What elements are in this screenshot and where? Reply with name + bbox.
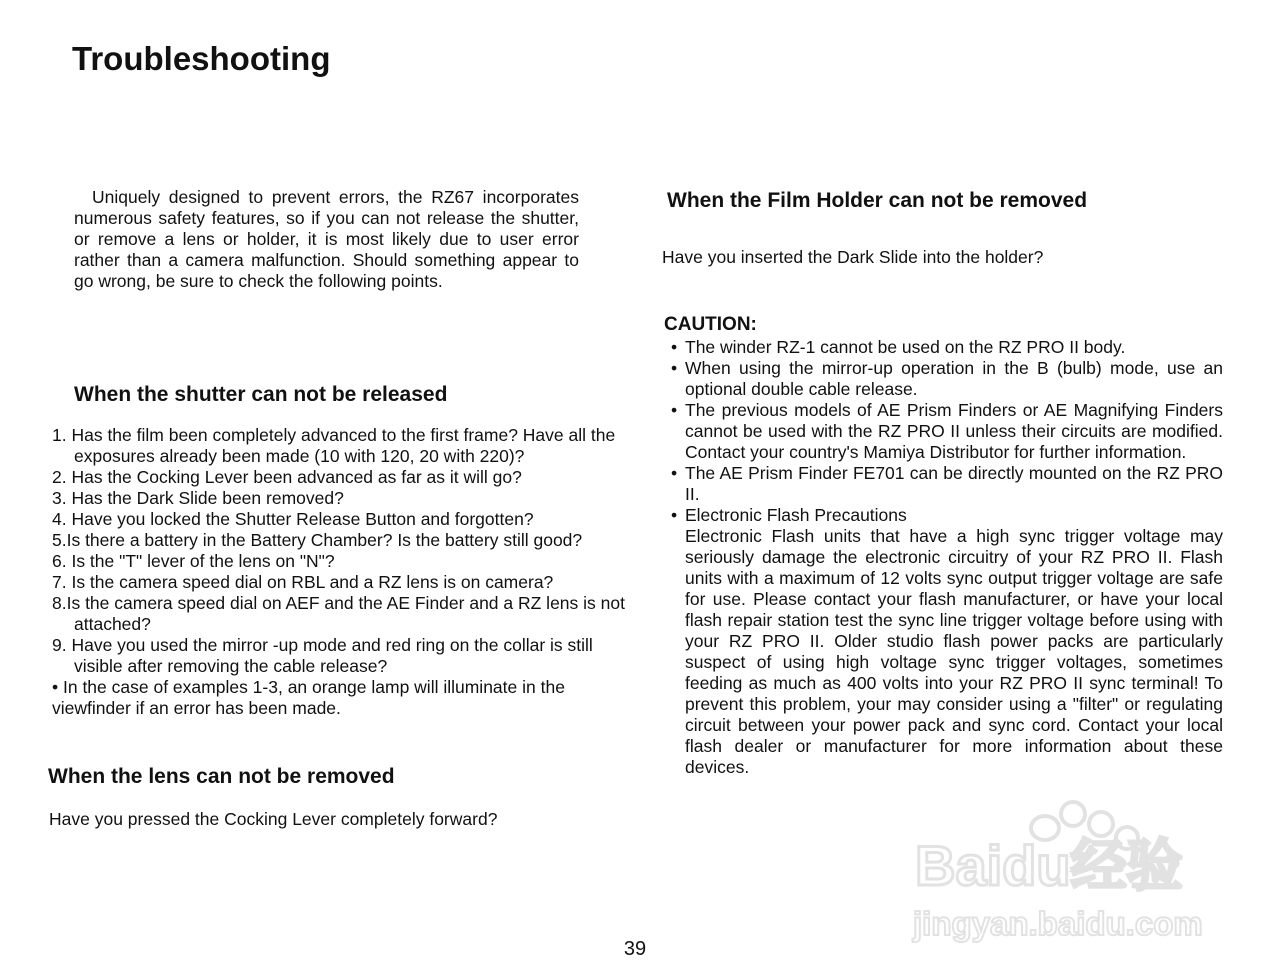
shutter-checklist — [52, 425, 632, 677]
flash-precautions-text: Electronic Flash units that have a high sync trigger voltage may seriously damage the electronic circuitry of your RZ PRO II. Flash units with a maximum of 12 volts sync output trigger voltage are safe for use. Please contact your flash manufacturer, or have your local flash repair station test the sync line trigger voltage before using with your RZ PRO II. Older studio flash power packs are particularly suspect of using high voltage sync trigger voltages, sometimes feeding as much as 400 volts into your RZ PRO II sync terminal! To prevent this problem, your may consider using a "filter" or regulating circuit between your power pack and sync cord. Contact your local flash dealer or manufacturer for more information about these devices. — [685, 526, 1223, 777]
list-item — [663, 400, 1223, 463]
bullet-icon: • — [671, 337, 678, 357]
list-item — [663, 358, 1223, 400]
shutter-heading: When the shutter can not be released — [74, 383, 448, 406]
page-title: Troubleshooting — [72, 40, 331, 77]
list-item — [663, 337, 1223, 358]
bullet-icon: • — [671, 358, 678, 378]
list-item: 9. Have you used the mirror -up mode and red ring on the collar is still visible after removing the cable release? — [52, 635, 593, 676]
list-item: 7. Is the camera speed dial on RBL and a RZ lens is on camera? — [52, 572, 554, 592]
bullet-icon: • — [671, 505, 678, 525]
list-item: 1. Has the film been completely advanced to the first frame? Have all the exposures already been made (10 with 120, 20 with 220)? — [52, 425, 616, 466]
film-holder-heading: When the Film Holder can not be removed — [667, 189, 1088, 212]
lens-heading: When the lens can not be removed — [48, 765, 395, 788]
baidu-watermark — [895, 790, 1235, 950]
paw-logo-icon — [895, 790, 1235, 950]
caution-item-text: The AE Prism Finder FE701 can be directly mounted on the RZ PRO II. — [685, 463, 1223, 504]
list-item: 8.Is the camera speed dial on AEF and the AE Finder and a RZ lens is not attached? — [52, 593, 625, 634]
list-item — [663, 463, 1223, 505]
bullet-icon: • — [671, 400, 678, 420]
caution-section — [663, 337, 1223, 778]
list-item: 2. Has the Cocking Lever been advanced as far as it will go? — [52, 467, 522, 487]
caution-item-text: The previous models of AE Prism Finders or AE Magnifying Finders cannot be used with the RZ PRO II unless their circuits are modified. Contact your country's Mamiya Distributor for further information. — [685, 400, 1223, 462]
shutter-section — [52, 425, 632, 719]
film-holder-text: Have you inserted the Dark Slide into the holder? — [662, 247, 1044, 267]
caution-item-text: When using the mirror-up operation in the B (bulb) mode, use an optional double cable release. — [685, 358, 1223, 399]
caution-title: CAUTION: — [664, 314, 757, 335]
list-item: 4. Have you locked the Shutter Release Button and forgotten? — [52, 509, 534, 529]
intro-paragraph: Uniquely designed to prevent errors, the RZ67 incorporates numerous safety features, so if you can not release the shutter, or remove a lens or holder, it is most likely due to user error rather than a camera malfunction. Should something appear to go wrong, be sure to check the following points. — [74, 187, 579, 291]
flash-precautions-title: Electronic Flash Precautions — [685, 505, 907, 525]
shutter-note: • In the case of examples 1-3, an orange lamp will illuminate in the viewfinder if an error has been made. — [52, 677, 565, 718]
caution-item-text: The winder RZ-1 cannot be used on the RZ PRO II body. — [685, 337, 1126, 357]
list-item — [663, 505, 1223, 778]
list-item: 6. Is the "T" lever of the lens on "N"? — [52, 551, 335, 571]
page-number: 39 — [623, 938, 647, 960]
list-item: 5.Is there a battery in the Battery Chamber? Is the battery still good? — [52, 530, 583, 550]
list-item: 3. Has the Dark Slide been removed? — [52, 488, 344, 508]
caution-list — [663, 337, 1223, 778]
bullet-icon: • — [671, 463, 678, 483]
watermark-brand: Baidu经验 — [915, 834, 1183, 897]
watermark-url: jingyan.baidu.com — [913, 905, 1203, 942]
lens-text: Have you pressed the Cocking Lever completely forward? — [49, 809, 498, 829]
